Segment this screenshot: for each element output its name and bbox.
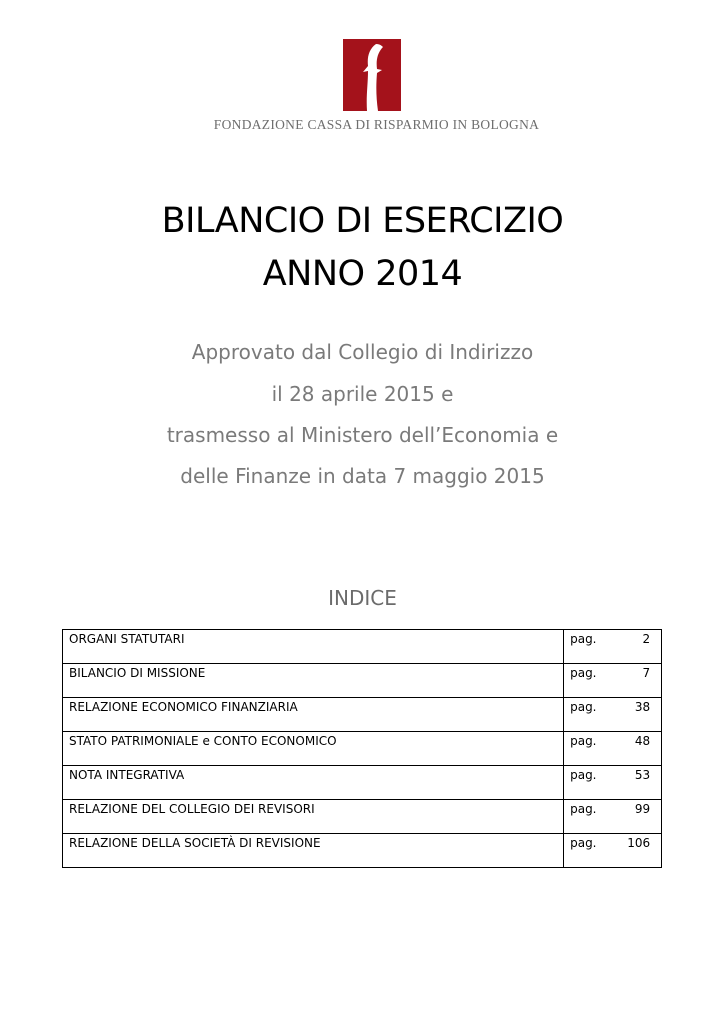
approval-line-1: Approvato dal Collegio di Indirizzo <box>191 340 534 364</box>
page-number: 106 <box>627 836 651 850</box>
page-label: pag. <box>570 666 597 680</box>
page-label: pag. <box>570 802 597 816</box>
table-row <box>63 834 662 868</box>
section-title: RELAZIONE DELLA SOCIETÀ DI REVISIONE <box>63 834 564 868</box>
page-number: 48 <box>634 734 651 748</box>
page-reference <box>564 766 662 800</box>
table-row <box>63 800 662 834</box>
approval-line-3: trasmesso al Ministero dell’Economia e <box>166 423 559 447</box>
table-row <box>63 664 662 698</box>
approval-line-4: delle Finanze in data 7 maggio 2015 <box>180 464 545 488</box>
section-title: RELAZIONE DEL COLLEGIO DEI REVISORI <box>63 800 564 834</box>
section-title: ORGANI STATUTARI <box>63 630 564 664</box>
page-number: 7 <box>642 666 651 680</box>
page-label: pag. <box>570 836 597 850</box>
page-reference <box>564 664 662 698</box>
page-number: 53 <box>634 768 651 782</box>
index-title: INDICE <box>328 586 397 610</box>
section-title: NOTA INTEGRATIVA <box>63 766 564 800</box>
section-title: BILANCIO DI MISSIONE <box>63 664 564 698</box>
page-reference <box>564 732 662 766</box>
table-row <box>63 732 662 766</box>
index-table <box>62 629 662 868</box>
page-reference <box>564 800 662 834</box>
page-number: 38 <box>634 700 651 714</box>
page-number: 2 <box>642 632 651 646</box>
document-title-line2: ANNO 2014 <box>262 254 463 294</box>
section-title: RELAZIONE ECONOMICO FINANZIARIA <box>63 698 564 732</box>
table-row <box>63 698 662 732</box>
page-reference <box>564 630 662 664</box>
page-label: pag. <box>570 734 597 748</box>
organization-name: FONDAZIONE CASSA DI RISPARMIO IN BOLOGNA <box>213 117 540 132</box>
page-reference <box>564 834 662 868</box>
page-reference <box>564 698 662 732</box>
section-title: STATO PATRIMONIALE e CONTO ECONOMICO <box>63 732 564 766</box>
page-label: pag. <box>570 632 597 646</box>
table-row <box>63 766 662 800</box>
table-row <box>63 630 662 664</box>
page-number: 99 <box>634 802 651 816</box>
document-title-line1: BILANCIO DI ESERCIZIO <box>161 201 564 241</box>
foundation-logo-icon <box>343 39 401 111</box>
approval-line-2: il 28 aprile 2015 e <box>271 382 454 406</box>
page-label: pag. <box>570 768 597 782</box>
page-label: pag. <box>570 700 597 714</box>
